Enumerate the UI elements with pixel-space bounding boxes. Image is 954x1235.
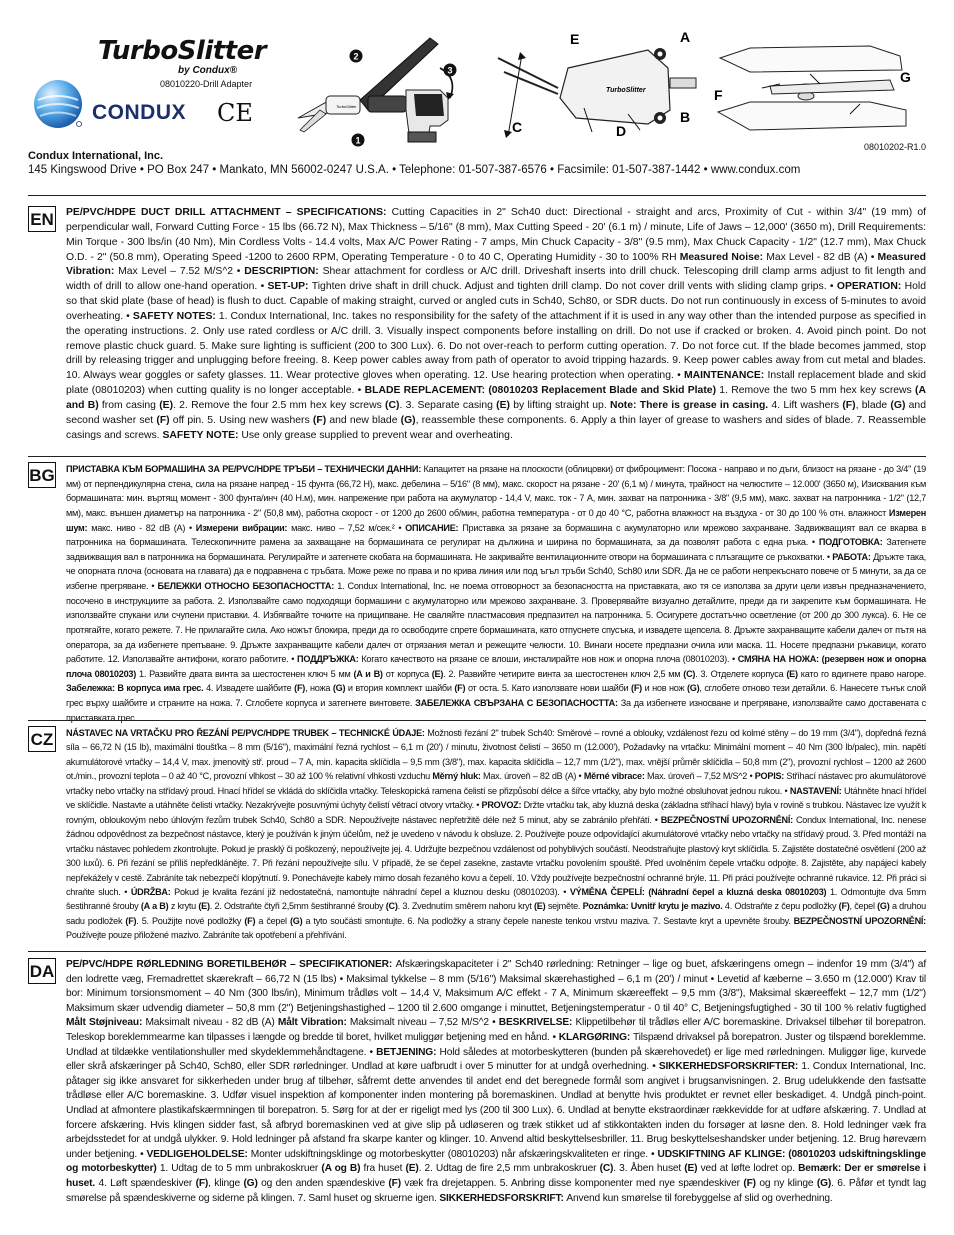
body-text: и нов нож bbox=[644, 683, 687, 694]
bold-heading: KLARGØRING: bbox=[558, 1031, 633, 1043]
bold-heading: Измерен шум: bbox=[66, 507, 926, 533]
section-da bbox=[28, 958, 926, 1210]
body-text: макс. ниво – 7,52 м/сек.² • bbox=[291, 522, 406, 533]
body-text: . 6. Påfør et tyndt lag smørelse på spændeskiverne og siderne på klingen. 7. Saml huset og skruerne igen. bbox=[66, 1177, 926, 1204]
callout-e: E bbox=[570, 31, 580, 47]
bold-heading: (E) bbox=[198, 901, 210, 912]
body-text: Hold således at motorbeskytteren (bunden på skærehovedet) er lige med rørledningen. Muliggør lige, kurvede eller skrå afskæringer på Sch40, Sch80, eller SDR rørledninger. Undlad at køre uafbrudt i over 5 minutter for at undgå overhedning. • bbox=[66, 1046, 926, 1073]
body-text: Utáhněte hnací hřídel ve sklíčidle. Nastavte a utáhněte čelisti vrtačky. Nezakrývejte posuvnými úchyty čelistí větrací otvory vrtačky. • bbox=[66, 785, 926, 811]
body-text: a čepel bbox=[258, 915, 290, 926]
bold-heading: Målt Vibration: bbox=[277, 1017, 350, 1029]
page-header bbox=[0, 0, 954, 150]
bold-heading: ЗАБЕЛЕЖКА СВЪРЗАНА С БЕЗОПАСНОСТТА: bbox=[415, 698, 621, 708]
bold-heading: ПРИСТАВКА КЪМ БОРМАШИНА ЗА PE/PVC/HDPE ТРЪБИ – ТЕХНИЧЕСКИ ДАННИ: bbox=[66, 464, 424, 474]
body-text: Možnosti řezání 2" trubek Sch40: Směrové – rovné a oblouky, vzdálenost řezu od kolmé stěny – do 19 mm (3/4"), dopředná řezná síla – 66,72 N (15 lb), maximální tloušťka – 8 mm (5/16"), maximální řezná rychlost – 6,1 m (20') / minutu, životnost čelistí – 3650 m (12.000'), Požadavky na vrtačku: Minimální moment – 40 Nm (300 lb/palec), min. napětí akumulátorové vrtačky – 14,4 V, max. jmenovitý stř. proud – 7 A, min. kapacita sklíčidla – 9,5 mm (3/8"), max. kapacita sklíčidla – 12,7 mm (1/2"), max. vnější průměr sklíčidla – 50,8 mm (2"), provozní rychlost – 1200 až 2600 ot./min., provozní teplota – 0 až 40 °C, provozní vlhkost – 30 až 100 % relativní vlhkosti vzduchu bbox=[66, 728, 926, 782]
body-text: Afskæringskapaciteter i 2" Sch40 rørledning: Retninger – lige og buet, afskæringens omegn – indenfor 19 mm (3/4") af den lodrette væg, Fremadrettet skærekraft – 66,72 N (15 lbs) • Maksimal tykkelse – 8 mm (5/16") Maksimal skærehastighed – 6,1 m (20') / minut • Levetid af kæberne – 3.650 m (12.000') Krav til bor: Minimum torsionsmoment – 40 Nm (300 lbs/in), Minimum trådløs volt – 14,4 V, Maksimum A/C effekt - 7 A, Minimum skæreeffekt – 9,5 mm (3/8"), Maksimal skæreeffekt – 12,7 mm (1/2") Maksimum skær udvendig diameter – 50,8 mm (2") Betjeningshastighed – 1200 til 2.600 omgange i minuttet, Betjeningstemperatur - 0 til 40° C, Betjeningsfugtighed - 30 til 100 % relativ fugtighed bbox=[66, 959, 926, 1014]
bold-heading: ÚDRŽBA: bbox=[130, 886, 175, 897]
bold-heading: SAFETY NOTE: bbox=[162, 429, 242, 441]
body-text: Когато качеството на рязане се влоши, инсталирайте нов нож и опорна плоча (08010203). • bbox=[361, 654, 738, 665]
section-en bbox=[28, 206, 926, 454]
body-text: Maksimalt niveau - 82 dB (A) bbox=[145, 1017, 278, 1029]
part-number: 08010220-Drill Adapter bbox=[160, 79, 253, 89]
callout-f: F bbox=[714, 87, 723, 103]
bold-heading: СМЯНА НА НОЖА: (резервен нож и опорна плоча 08010203) bbox=[66, 654, 926, 679]
body-text: Max Level – 7.52 M/S^2 • bbox=[118, 266, 245, 278]
body-text: and new blade bbox=[329, 414, 401, 426]
body-text: og ny klinge bbox=[759, 1177, 817, 1189]
body-text: . 2. Odstraňte čtyři 2,5mm šestihranné šrouby bbox=[209, 901, 386, 912]
bold-heading: BEZPEČNOSTNÍ UPOZORNĚNÍ: bbox=[793, 915, 926, 926]
bold-heading: (G) bbox=[816, 1177, 832, 1189]
bold-heading: (C) bbox=[599, 1163, 614, 1175]
body-text: Use only grease supplied to prevent wear and overheating. bbox=[241, 429, 513, 441]
body-text: 1. Condux International, Inc. takes no responsibility for the safety of the attachment if it is used in any way other than the intended purpose as specified in the operating instructions. 2. Only use rated cordless or A/C drill. 3. Visually inspect components before installing on drill. Do not use if cracked or broken. 4. Avoid pinch point. Do not remove plastic chuck guard. 5. Make sure lighting is sufficient (200 to 300 Lux). 6. Do not over-reach to perform cutting operation. 7. Do not force cut. If the blade becomes jammed, stop drill by releasing trigger and unplugging before freeing. 8. Keep power cables away from path of operator to avoid tripping hazards. 9. Keep power cables away from cut metal and blades. 10. Always wear goggles or safety glasses. 11. Wear protective gloves when operating. 12. Use hearing protection when operating. • bbox=[66, 310, 926, 382]
bold-heading: (G) bbox=[890, 399, 909, 411]
callout-c: C bbox=[512, 119, 523, 135]
bold-heading: (G) bbox=[332, 683, 348, 694]
body-text: Капацитет на рязане на плоскости (облицовки) от фиброцимент: Посока - направо и по дъги, близост на рязане - до 3/4" (19 мм) от перпендикулярна стена, сила на рязане напред - 15 фунта (66,72 Н), макс. дебелина – 5/16" (8 мм), макс. скорост на рязане - 20' (6,1 м) / минута, трайност на челюстите – 12.000' (3650 м), Изисквания към бормашината: мин. въртящ момент - 300 фунта/инч (40 Н.м), мин. напрежение при работа на акумулатор - 14,4 V, макс. ток - 7 A, мин. захват на патронника - 3/8" (9,5 мм), макс. захват на патронника - 1/2" (12,7 мм), макс. външен диаметър на патронника - 2" (50,8 мм), работна скорост - от 1200 до 2600 об/мин, работна температура - от 0 до 40 °C, работна влажност на въздуха - от 30 до 100 % отн. влажност bbox=[66, 464, 926, 518]
blade-exploded-illustration bbox=[710, 40, 925, 140]
section-bg bbox=[28, 462, 927, 723]
body-text: Max. úroveň – 82 dB (A) • bbox=[483, 771, 584, 782]
body-text: Tilspænd drivaksel på borepatron. Juster og tilspænd boreklemme. Undlad at tildække ventilationshuller med skydeklemmehåndtagene. • bbox=[66, 1031, 926, 1058]
language-code: EN bbox=[28, 206, 56, 232]
body-text: от оста. 5. Като използвате нови шайби bbox=[467, 683, 632, 694]
section-body bbox=[66, 958, 926, 1210]
body-text: . 2. Udtag de fire 2,5 mm unbrakoskruer bbox=[418, 1163, 600, 1175]
bold-heading: (F) bbox=[388, 1177, 405, 1189]
section-cz bbox=[28, 726, 926, 948]
body-text: Stříhací nástavec pro akumulátorové vrtačky nebo vrtačky na střídavý proud. Hnací hřídel se vkládá do sklíčidla vrtačky. Teleskopická ramena čelistí se přizpůsobí délce a šířce vrtačky, aby bylo možné obsluhovat jednou rukou. • bbox=[66, 771, 926, 796]
body-text: . 3. Åben huset bbox=[613, 1163, 685, 1175]
body-text: by lifting straight up. bbox=[513, 399, 610, 411]
bold-heading: (C) bbox=[683, 668, 696, 679]
bold-heading: PROVOZ: bbox=[481, 800, 524, 811]
bold-heading: (F) bbox=[312, 414, 330, 426]
body-text: 1. Udtag de to 5 mm unbrakoskruer bbox=[159, 1163, 322, 1175]
callout-b: B bbox=[680, 109, 691, 125]
body-text: , blade bbox=[855, 399, 891, 411]
svg-text:TurboSlitter: TurboSlitter bbox=[336, 104, 357, 109]
body-text: off pin. 5. Using new washers bbox=[172, 414, 313, 426]
body-text: 4. Извадете шайбите bbox=[206, 683, 295, 694]
bold-heading: PE/PVC/HDPE RØRLEDNING BORETILBEHØR – SPECIFIKATIONER: bbox=[66, 959, 396, 970]
bold-heading: ПОДГОТОВКА: bbox=[818, 537, 887, 548]
body-text: Cutting Capacities in 2" Sch40 duct: Directional - straight and arcs, Proximity of Cut - within 3/4" (19 mm) of perpendicular wall, Forward Cutting Force - 15 lbs (66.72 N), Max Thickness – 5/16" (8 mm), Max Cutting Speed - 20' (6.1 m) / minute, Life of Jaws – 12,000' (3650 m), Drill Requirements: Min Torque - 300 lbs/in (40 Nm), Min Cordless Volts - 14.4 volts, Max A/C Power Rating - 7 amps, Min Chuck Capacity - 3/8" (9.5 mm), Max Chuck Capacity - 1/2" (12.7 mm), Max Chuck O.D. - 2" (50.8 mm), Operating Speed -1200 to 2600 RPM, Operating Temperature - 0 to 40 C, Operating Humidity - 30 to 100% RH bbox=[66, 207, 926, 263]
divider bbox=[28, 195, 926, 196]
bold-heading: (E) bbox=[431, 668, 444, 679]
callout-a: A bbox=[680, 29, 691, 45]
bold-heading: (F) bbox=[244, 915, 259, 926]
body-text: Pokud je kvalita řezání již nedostatečná, namontujte náhradní čepel a kluznou desku (08010203). • bbox=[174, 886, 570, 897]
bold-heading: (A og B) bbox=[321, 1163, 364, 1175]
bold-heading: (F) bbox=[294, 683, 306, 694]
bold-heading: (A and B) bbox=[66, 385, 926, 411]
body-text: Anvend kun smørelse til forebyggelse af slid og overhedning. bbox=[566, 1192, 833, 1204]
body-text: , сглобете отново тези детайли. 6. Нанесете тънък слой грес върху шайбите и страните на ножа. 7. Сглобете корпуса и затегнете винтовете. bbox=[66, 683, 927, 708]
body-text: . 3. Отделете корпуса bbox=[695, 668, 787, 679]
body-text: . 5. Použijte nové podložky bbox=[136, 915, 245, 926]
globe-logo-icon bbox=[32, 78, 84, 130]
divider bbox=[28, 456, 926, 457]
body-text: and second washer set bbox=[66, 399, 926, 426]
bold-heading: Note: There is grease in casing. bbox=[609, 399, 772, 411]
bold-heading: VEDLIGEHOLDELSE: bbox=[146, 1148, 251, 1160]
bold-heading: SIKKERHEDSFORSKRIFT: bbox=[439, 1192, 567, 1204]
body-text: Install replacement blade and skid plate (08010203) when cutting quality is no longer acceptable. • bbox=[66, 370, 927, 397]
brand-logo-text: TurboSlitter bbox=[98, 36, 267, 66]
body-text: væk fra drejetappen. 5. Anbring disse komponenter med nye spændeskiver bbox=[404, 1177, 744, 1189]
bold-heading: Забележка: В корпуса има грес. bbox=[66, 683, 207, 694]
body-text: Shear attachment for cordless or A/C drill. Driveshaft inserts into drill chuck. Telescoping drill clamp arms adjust to fit length and width of drill to allow one-hand operation. • bbox=[66, 266, 927, 293]
body-text: , klinge bbox=[208, 1177, 244, 1189]
bold-heading: (F) bbox=[125, 915, 137, 926]
bold-heading: (E) bbox=[534, 901, 548, 912]
bold-heading: (E) bbox=[405, 1163, 419, 1175]
bold-heading: Měrný hluk: bbox=[432, 771, 484, 782]
bold-heading: Poznámka: Uvnitř krytu je mazivo. bbox=[582, 901, 725, 912]
body-text: Držte vrtačku tak, aby kluzná deska (základna stříhací hlavy) byla v rovině s trubkou. Nástavec lze využít k rovným, obloukovým nebo úhlovým řezům trubek Sch40, Sch80 a SDR. Nepoužívejte nástavec nepřetržitě déle než 5 minut, aby se zabránilo přehřátí. • bbox=[66, 800, 926, 825]
body-text: , čepel bbox=[849, 901, 878, 912]
bold-heading: (F) bbox=[631, 683, 645, 694]
body-text: . 2. Развийте четирите винта за шестостенен ключ 2,5 мм bbox=[443, 668, 684, 679]
body-text: a druhou sadu podložek bbox=[66, 901, 926, 926]
bold-heading: OPERATION: bbox=[836, 281, 905, 293]
body-text: Maksimalt niveau – 7,52 M/S^2 • bbox=[349, 1017, 499, 1029]
body-text: Hold so that skid plate (base of head) is flush to duct. Capable of making straight, curved or angled cuts in Sch40, Sch80, or SDR ducts. Do not run continuously in excess of 5-minutes to avoid overheating. • bbox=[66, 281, 926, 322]
bold-heading: (E) bbox=[786, 668, 801, 679]
head-assembly-illustration bbox=[488, 28, 703, 152]
bold-heading: DESCRIPTION: bbox=[244, 266, 323, 278]
callout-d: D bbox=[616, 123, 627, 139]
bold-heading: (E) bbox=[684, 1163, 701, 1175]
bold-heading: (F) bbox=[838, 901, 850, 912]
bold-heading: (G) bbox=[686, 683, 700, 694]
bold-heading: Измерени вибрации: bbox=[195, 522, 292, 533]
bold-heading: ПОДДРЪЖКА: bbox=[297, 654, 362, 665]
bold-heading: (F) bbox=[156, 414, 173, 426]
body-text: макс. ниво - 82 dB (A) • bbox=[91, 522, 196, 533]
bold-heading: (A и B) bbox=[353, 668, 386, 679]
body-text: и втория комплект шайби bbox=[347, 683, 455, 694]
body-text: 1. Condux International, Inc. не поема отговорност за безопасността на приставката, ако тя се използва за други цели извън предназначението, посочено в инструкциите за работа. 2. Използвайте само подходящи бормашини с акумулаторно или мрежово захранване. 3. Проверявайте визуално детайлите, преди да ги закрепите към бормашината. Не използвайте спукани или счупени приставки. 4. Избягвайте точките на прищипване. Не сваляйте пластмасовия предпазител на патронника. 5. Осигурете достатъчно осветление (от 200 до 300 лукса). 6. Не се протягайте, когато режете. 7. Не прилагайте сила. Ако ножът блокира, преди да го освободите спрете бормашината, като отпуснете спусъка, и извадете щепсела. 8. Дръжте захранващите кабели далеч от пътя на оператора, за да избегнете препъване. 9. Дръжте захранващите кабели далеч от отрязания метал и режещите челюсти. 10. Винаги носете предпазни очила или маска. 11. Носете предпазни ръкавици, когато работите. 12. Използвайте антифони, когато работите. • bbox=[66, 581, 927, 665]
body-text: sejměte. bbox=[547, 901, 583, 912]
brand-subtitle: by Condux® bbox=[178, 65, 238, 76]
bold-heading: NASTAVENÍ: bbox=[789, 785, 844, 796]
bold-heading: Målt Støjniveau: bbox=[66, 1017, 146, 1029]
company-name: Condux International, Inc. bbox=[28, 150, 164, 162]
body-text: Max. úroveň – 7,52 M/S^2 • bbox=[646, 771, 755, 782]
bold-heading: (E) bbox=[496, 399, 514, 411]
bold-heading: VÝMĚNA ČEPELÍ: (Náhradní čepel a kluzná deska 08010203) bbox=[569, 886, 830, 897]
bold-heading: БЕЛЕЖКИ ОТНОСНО БЕЗОПАСНОСТТА: bbox=[157, 581, 338, 591]
body-text: от корпуса bbox=[385, 668, 432, 679]
language-code: CZ bbox=[28, 726, 56, 752]
body-text: Condux International, Inc. nenese žádnou odpovědnost za bezpečnost nástavce, který je používán k jiným účelům, než je uvedeno v návodu k obsluze. 2. Používejte pouze odpovídající akumulátorové vrtačky nebo vrtačky na střídavý proud. 3. Před montáží na vrtačku nástavec pohledem zkontrolujte. Pokud je prasklý či poškozený, nepoužívejte jej. 4. Udržujte bezpečnou vzdálenost od pohyblivých součástí. Neodstraňujte plastový kryt sklíčidla. 5. Zajistěte dostatečné osvětlení (200 až 300 luxů). 6. Při řezání se příliš nepředklánějte. 7. Při řezání nepoužívejte sílu. V případě, že se čepel zasekne, zastavte vrtačku povolením spouště. Před uvolněním čepele vrtačku odpojte. 8. Zajistěte, aby napájecí kabely nepřekážely v cestě. Zabráníte tak nebezpečí klopýtnutí. 9. Ponechávejte kabely mimo dosah řezaného kovu a čepelí. 10. Vždy používejte bezpečnostní ochranné brýle. 11. Při práci používejte ochranné rukavice. 12. Při práci si chraňte sluch. • bbox=[66, 814, 927, 897]
bold-heading: POPIS: bbox=[754, 771, 787, 782]
bold-heading: (A a B) bbox=[140, 901, 171, 912]
bold-heading: Measured Vibration: bbox=[66, 251, 926, 278]
body-text: from casing bbox=[101, 399, 160, 411]
body-text: 1. Remove the two 5 mm hex key screws bbox=[719, 385, 916, 397]
divider bbox=[28, 720, 926, 721]
bold-heading: NÁSTAVEC NA VRTAČKU PRO ŘEZÁNÍ PE/PVC/HDPE TRUBEK – TECHNICKÉ ÚDAJE: bbox=[66, 728, 428, 738]
bold-heading: BESKRIVELSE: bbox=[498, 1017, 576, 1029]
condux-logo-text: CONDUX bbox=[92, 101, 187, 124]
drill-attachment-illustration bbox=[290, 28, 480, 146]
callout-g: G bbox=[900, 69, 911, 85]
bold-heading: Measured Noise: bbox=[679, 251, 767, 263]
body-text: . 3. Separate casing bbox=[399, 399, 497, 411]
bold-heading: РАБОТА: bbox=[832, 551, 874, 562]
language-code: BG bbox=[28, 462, 56, 488]
body-text: 1. Развийте двата винта за шестостенен ключ 5 мм bbox=[139, 668, 354, 679]
section-body bbox=[66, 726, 926, 948]
svg-text:TurboSlitter: TurboSlitter bbox=[606, 87, 646, 94]
body-text: Затегнете задвижващия вал в патронника на бормашината. Регулирайте и затегнете скобата на бормашината. Не закривайте вентилационните отвори на бормашината с плъзгащите се ръкохватки. • bbox=[66, 537, 926, 562]
bold-heading: SAFETY NOTES: bbox=[132, 310, 219, 322]
bold-heading: (F) bbox=[454, 683, 468, 694]
body-text: като го вдигнете право нагоре. bbox=[800, 668, 927, 679]
language-code: DA bbox=[28, 958, 56, 984]
callout-3: 3 bbox=[447, 65, 453, 76]
company-address: 145 Kingswood Drive • PO Box 247 • Mankato, MN 56002-0247 U.S.A. • Telephone: 01-507-387-6576 • Facsimile: 01-507-387-1442 • www.condux.com bbox=[28, 164, 801, 176]
bold-heading: BLADE REPLACEMENT: (08010203 Replacement Blade and Skid Plate) bbox=[364, 385, 720, 397]
bold-heading: (G) bbox=[877, 901, 892, 912]
section-body bbox=[66, 206, 926, 454]
callout-1: 1 bbox=[355, 135, 361, 146]
body-text: 4. Lift washers bbox=[771, 399, 843, 411]
body-text: . 3. Zvednutím směrem nahoru kryt bbox=[397, 901, 535, 912]
bold-heading: Bemærk: Der er smørelse i huset. bbox=[66, 1163, 926, 1189]
bold-heading: BETJENING: bbox=[376, 1046, 440, 1058]
bold-heading: (F) bbox=[195, 1177, 209, 1189]
body-text: Tighten drive shaft in drill chuck. Adjust and tighten drill clamp. Do not cover drill vents with sliding clamp grips. • bbox=[311, 281, 837, 293]
bold-heading: BEZPEČNOSTNÍ UPOZORNĚNÍ: bbox=[660, 814, 796, 825]
bold-heading: (E) bbox=[159, 399, 174, 411]
body-text: 1. Condux International, Inc. påtager sig ikke ansvaret for sikkerheden under brug af tilbehør, såfremt dette anvendes til andet end det beregnede formål som angivet i brugsanvisningen. 2. Brug udelukkende den fastsatte trådløse eller A/C boremaskine. 3. Udfør visuel inspektion af komponenter inden montering på boremaskinen. Undlad at benytte hvis produktet er revnet eller beskadiget. 4. Undgå pinch-point. Undlad at afmontere plastikafskærmningen til borepatron. 5. Sørg for at der er rigeligt med lys (200 til 300 Lux). 6. Undlad at benytte ekstraordinær rækkevidde for at udføre afskæring. 7. Undlad at forcere afskæring. Hvis klingen sidder fast, så afbryd boremaskinen ved at give slip på udløseren og træk stikket ud af stikkontakten inden du forsøger at løsne den. 8. Hold ledninger væk fra arbejdsstedet for at undgå ulykker. 9. Hold ledninger på afstand fra skarpe kanter og klinger. 10. Anvend altid beskyttelsesbriller. 11. Brug beskyttelseshandsker under betjening. 12. Brug høreværn under betjening. • bbox=[66, 1061, 926, 1160]
bold-heading: (F) bbox=[743, 1177, 760, 1189]
bold-heading: UDSKIFTNING AF KLINGE: (08010203 udskiftningsklinge og motorbeskytter) bbox=[66, 1148, 926, 1175]
body-text: Klippetilbehør til trådløs eller A/C boremaskine. Drivaksel tilbehør til borepatron. Teleskop boreklemmearme kan tilpasses i længde og bredde til boret, hvilket muliggør betjening med en hånd. • bbox=[66, 1017, 926, 1043]
body-text: og den anden spændeskive bbox=[261, 1177, 389, 1189]
body-text: Monter udskiftningsklinge og motorbeskytter (08010203) når afskæringskvaliteten er ringe. • bbox=[250, 1148, 658, 1160]
body-text: Приставка за рязане за бормашина с акумулаторно или мрежово захранване. Задвижващият вал се вкарва в патронника на бормашината. Телескопичните рамена за захващане на бормашината се регулират на дължина и ширина по бормашината, за да позволят работа с една ръка. • bbox=[66, 522, 927, 548]
body-text: Používejte pouze přiložené mazivo. Zabráníte tak opotřebení a přehřívání. bbox=[66, 930, 347, 941]
body-text: z krytu bbox=[170, 901, 199, 912]
body-text: 4. Løft spændeskiver bbox=[98, 1177, 196, 1189]
body-text: 4. Odstraňte z čepu podložky bbox=[724, 901, 839, 912]
body-text: Дръжте така, че опорната плоча (основата на главата) да е подравнена с тръбата. Може реже по права и по крива линия или под ъгъл тръби Sch40, Sch80 или SDR. Да не се работи непрекъснато повече от 5 минути, за да се избегне прегряване. • bbox=[66, 551, 926, 591]
bold-heading: (F) bbox=[842, 399, 856, 411]
bold-heading: (C) bbox=[385, 399, 400, 411]
body-text: fra huset bbox=[363, 1163, 406, 1175]
body-text: За да избегнете износване и прегряване, използвайте само доставената с приставката грес. bbox=[66, 698, 926, 723]
bold-heading: PE/PVC/HDPE DUCT DRILL ATTACHMENT – SPECIFICATIONS: bbox=[66, 207, 392, 218]
body-text: , reassemble these components. 6. Apply a thin layer of grease to washers and sides of blade. 7. Reassemble casings and screws. bbox=[66, 414, 927, 441]
bold-heading: Měrné vibrace: bbox=[583, 771, 647, 782]
divider bbox=[28, 951, 926, 952]
body-text: Max Level - 82 dB (A) • bbox=[766, 251, 878, 263]
body-text: 1. Odmontujte dva 5mm šestihranné šrouby bbox=[66, 886, 926, 912]
bold-heading: (G) bbox=[400, 414, 416, 426]
ce-mark-icon: CE bbox=[217, 99, 253, 127]
bold-heading: MAINTENANCE: bbox=[684, 370, 768, 382]
body-text: , ножа bbox=[305, 683, 333, 694]
body-text: . 2. Remove the four 2.5 mm hex key screws bbox=[173, 399, 386, 411]
bold-heading: (G) bbox=[289, 915, 306, 926]
callout-2: 2 bbox=[353, 51, 359, 62]
bold-heading: ОПИСАНИЕ: bbox=[405, 522, 463, 533]
bold-heading: (G) bbox=[243, 1177, 262, 1189]
body-text: ved at løfte lodret op. bbox=[700, 1163, 799, 1175]
bold-heading: (C) bbox=[385, 901, 398, 912]
figure-code: 08010202-R1.0 bbox=[863, 142, 926, 152]
body-text: a tyto součásti smontujte. 6. Na podložky a strany čepele naneste tenkou vrstvu maziva. 7. Sestavte kryt a upevněte šrouby. bbox=[305, 915, 794, 926]
bold-heading: SIKKERHEDSFORSKRIFTER: bbox=[658, 1061, 802, 1073]
bold-heading: SET-UP: bbox=[267, 281, 312, 293]
section-body bbox=[66, 462, 927, 723]
